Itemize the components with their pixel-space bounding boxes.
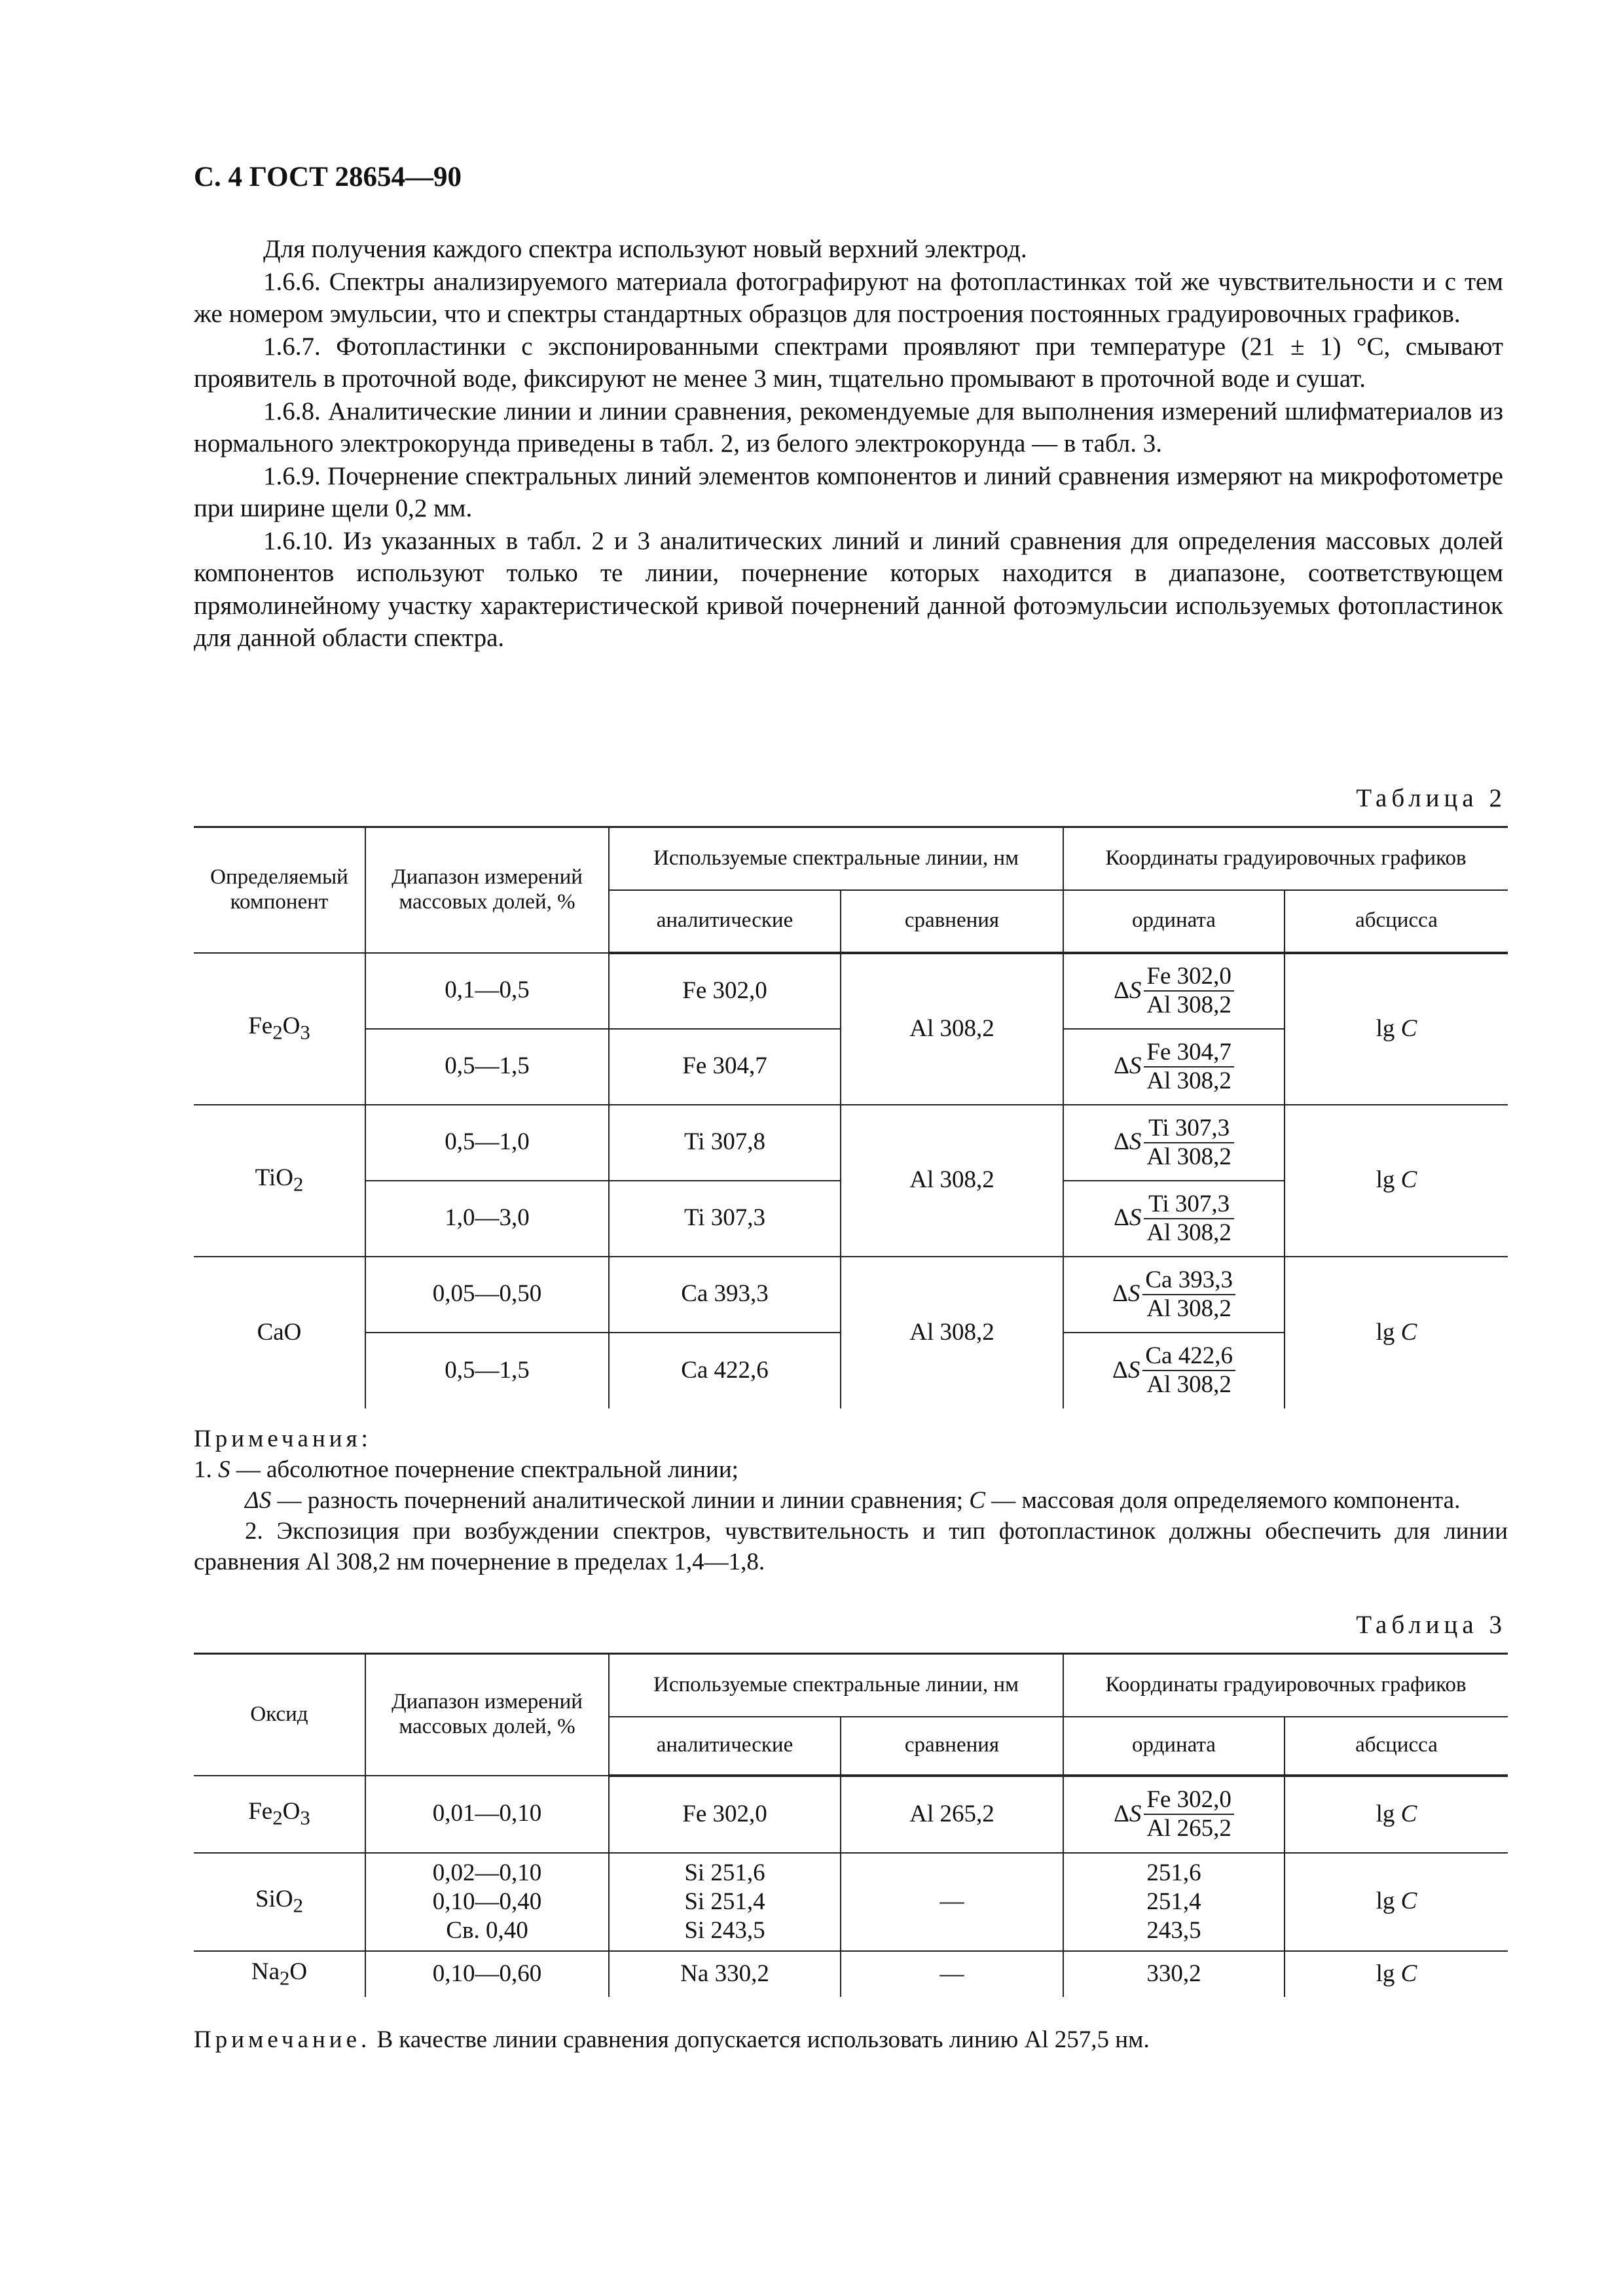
table3-range: 0,10—0,60 <box>365 1951 609 1997</box>
note-2: 2. Экспозиция при возбуждении спектров, чувствительность и тип фотопластинок должны обеспечить для линии сравнения Al 308,2 нм почернение в пределах 1,4—1,8. <box>194 1518 1508 1575</box>
note-1b: ΔS — разность почернений аналитической линии и линии сравнения; C — массовая доля определяемого компонента. <box>245 1487 1461 1514</box>
note-1: 1. S — абсолютное почернение спектральной линии; <box>194 1456 739 1483</box>
table2-header-coords: Координаты градуировочных графиков <box>1063 827 1508 890</box>
table3-header-range: Диапазон измерений массовых долей, % <box>365 1654 609 1776</box>
table2-component: $Fe_2O_3$ <box>194 953 365 1105</box>
table3-ordinate: 251,6 251,4 243,5 <box>1063 1853 1285 1951</box>
table2-analytic: Ca 393,3 <box>609 1257 841 1333</box>
table3-range: 0,02—0,10 0,10—0,40 Св. 0,40 <box>365 1853 609 1951</box>
table2-caption: Таблица 2 <box>1356 784 1506 812</box>
table3-abscissa: lg C <box>1285 1776 1508 1853</box>
table2-analytic: Fe 304,7 <box>609 1029 841 1105</box>
table2-comparison: Al 308,2 <box>841 953 1063 1105</box>
table3-header-coords: Координаты градуировочных графиков <box>1063 1654 1508 1717</box>
table2-analytic: Ca 422,6 <box>609 1333 841 1408</box>
table3-abscissa: lg C <box>1285 1951 1508 1997</box>
table3-range: 0,01—0,10 <box>365 1776 609 1853</box>
table2-ordinate: ΔS $\frac{Ti 307,3}{Al 308,2}$ <box>1063 1105 1285 1181</box>
table2-range: 0,5—1,5 <box>365 1333 609 1408</box>
table3-header-ordinate: ордината <box>1063 1717 1285 1776</box>
table2-notes <box>194 1424 1508 1577</box>
body-text <box>194 233 1503 655</box>
table2-ordinate: ΔS $\frac{Ti 307,3}{Al 308,2}$ <box>1063 1181 1285 1257</box>
page-header: С. 4 ГОСТ 28654—90 <box>194 162 462 192</box>
table2-range: 0,5—1,0 <box>365 1105 609 1181</box>
table3 <box>194 1653 1508 1997</box>
table2-analytic: Fe 302,0 <box>609 953 841 1029</box>
table3-note <box>194 2024 1508 2055</box>
paragraph: 1.6.9. Почернение спектральных линий элементов компонентов и линий сравнения измеряют на микрофотометре при ширине щели 0,2 мм. <box>194 461 1503 522</box>
table2-header-lines: Используемые спектральные линии, нм <box>609 827 1063 890</box>
table3-header-abscissa: абсцисса <box>1285 1717 1508 1776</box>
table2-analytic: Ti 307,3 <box>609 1181 841 1257</box>
table3-analytic: Si 251,6 Si 251,4 Si 243,5 <box>609 1853 841 1951</box>
paragraph: 1.6.7. Фотопластинки с экспонированными спектрами проявляют при температуре (21 ± 1) °С, смывают проявитель в проточной воде, фиксируют не менее 3 мин, тщательно промывают в проточной воде и сушат. <box>194 332 1503 393</box>
table2-header-component: Определяемый компонент <box>194 827 365 953</box>
paragraph: 1.6.6. Спектры анализируемого материала фотографируют на фотопластинках той же чувствительности и с тем же номером эмульсии, что и спектры стандартных образцов для построения постоянных градуировочных графиков. <box>194 267 1503 328</box>
table3-oxide: $Na_2O$ <box>194 1951 365 1997</box>
table3-analytic: Na 330,2 <box>609 1951 841 1997</box>
table2-ordinate: ΔS $\frac{Ca 422,6}{Al 308,2}$ <box>1063 1333 1285 1408</box>
table3-comparison: Al 265,2 <box>841 1776 1063 1853</box>
table2-header-ordinate: ордината <box>1063 890 1285 953</box>
table2 <box>194 826 1508 1408</box>
table2-range: 0,5—1,5 <box>365 1029 609 1105</box>
table2-abscissa: lg C <box>1285 1105 1508 1257</box>
table2-range: 0,05—0,50 <box>365 1257 609 1333</box>
table3-abscissa: lg C <box>1285 1853 1508 1951</box>
table3-header-oxide: Оксид <box>194 1654 365 1776</box>
table2-range: 0,1—0,5 <box>365 953 609 1029</box>
table3-comparison: — <box>841 1853 1063 1951</box>
table2-range: 1,0—3,0 <box>365 1181 609 1257</box>
table3-comparison: — <box>841 1951 1063 1997</box>
table3-oxide: SiO$_2$ <box>194 1853 365 1951</box>
paragraph: 1.6.10. Из указанных в табл. 2 и 3 аналитических линий и линий сравнения для определения массовых долей компонентов используют только те линии, почернение которых находится в диапазоне, соответствующем прямолинейному участку характеристической кривой почернений данной фотоэмульсии используемых фотопластинок для данной области спектра. <box>194 526 1503 652</box>
note-3: Примечание. В качестве линии сравнения допускается использовать линию Al 257,5 нм. <box>194 2026 1150 2053</box>
paragraph: Для получения каждого спектра используют новый верхний электрод. <box>263 235 1027 263</box>
table3-oxide: $Fe_2O_3$ <box>194 1776 365 1853</box>
table3-header-lines: Используемые спектральные линии, нм <box>609 1654 1063 1717</box>
table3-analytic: Fe 302,0 <box>609 1776 841 1853</box>
table2-analytic: Ti 307,8 <box>609 1105 841 1181</box>
table2-header-range: Диапазон измерений массовых долей, % <box>365 827 609 953</box>
table2-abscissa: lg C <box>1285 1257 1508 1408</box>
table3-header-analytic: аналитические <box>609 1717 841 1776</box>
table3-ordinate: 330,2 <box>1063 1951 1285 1997</box>
table2-header-analytic: аналитические <box>609 890 841 953</box>
notes-title: Примечания: <box>194 1426 372 1452</box>
table2-ordinate: ΔS $\frac{Fe 304,7}{Al 308,2}$ <box>1063 1029 1285 1105</box>
table2-ordinate: ΔS $\frac{Fe 302,0}{Al 308,2}$ <box>1063 953 1285 1029</box>
table2-header-abscissa: абсцисса <box>1285 890 1508 953</box>
table2-component: CaO <box>194 1257 365 1408</box>
table2-abscissa: lg C <box>1285 953 1508 1105</box>
table3-header-comparison: сравнения <box>841 1717 1063 1776</box>
table3-ordinate: ΔS $\frac{Fe 302,0}{Al 265,2}$ <box>1063 1776 1285 1853</box>
table2-ordinate: ΔS $\frac{Ca 393,3}{Al 308,2}$ <box>1063 1257 1285 1333</box>
table2-comparison: Al 308,2 <box>841 1257 1063 1408</box>
paragraph: 1.6.8. Аналитические линии и линии сравнения, рекомендуемые для выполнения измерений шлифматериалов из нормального электрокорунда приведены в табл. 2, из белого электрокорунда — в табл. 3. <box>194 397 1503 457</box>
table3-caption: Таблица 3 <box>1356 1611 1506 1639</box>
table2-comparison: Al 308,2 <box>841 1105 1063 1257</box>
table2-header-comparison: сравнения <box>841 890 1063 953</box>
table2-component: TiO$_2$ <box>194 1105 365 1257</box>
